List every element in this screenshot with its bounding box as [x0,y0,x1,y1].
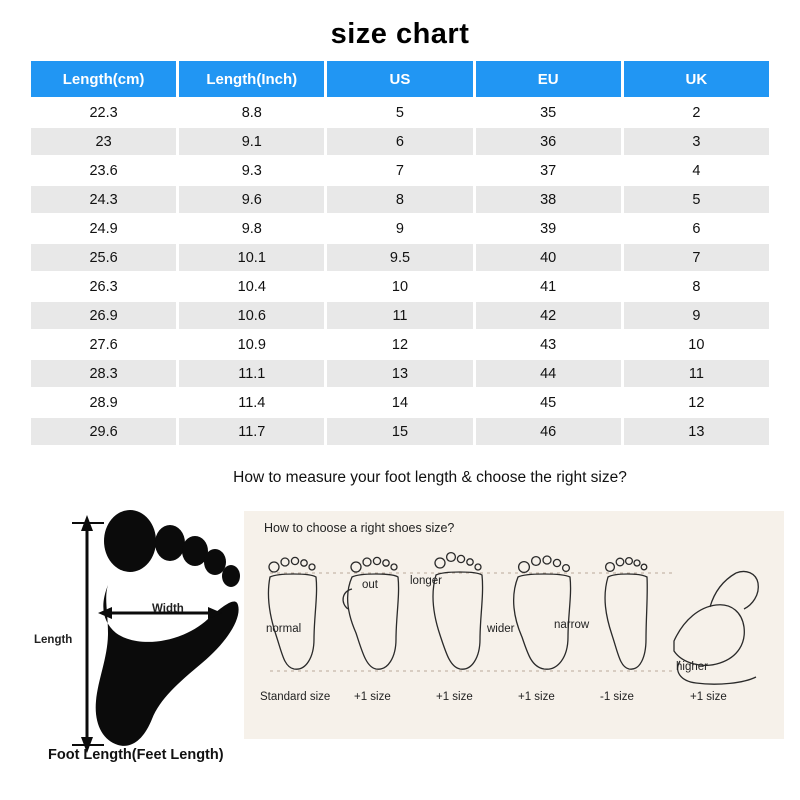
cell-us: 14 [327,389,472,416]
cell-length-cm: 23.6 [31,157,176,184]
cell-length-inch: 10.1 [179,244,324,271]
cell-length-cm: 27.6 [31,331,176,358]
cell-uk: 11 [624,360,769,387]
cell-uk: 2 [624,99,769,126]
column-header-length-inch: Length(Inch) [179,61,324,97]
cell-eu: 39 [476,215,621,242]
column-header-length-cm: Length(cm) [31,61,176,97]
table-row [31,215,769,242]
foot-shape-label-wider: wider [487,623,515,635]
cell-uk: 4 [624,157,769,184]
measure-body [0,493,800,765]
foot-size-label-minus1: -1 size [600,691,634,703]
cell-uk: 6 [624,215,769,242]
foot-shape-label-out: out [362,579,378,591]
cell-uk: 12 [624,389,769,416]
cell-length-cm: 25.6 [31,244,176,271]
foot-size-label-plus1-a: +1 size [354,691,391,703]
cell-length-inch: 10.9 [179,331,324,358]
column-header-eu: EU [476,61,621,97]
table-row [31,389,769,416]
size-table-head [31,61,769,97]
cell-length-cm: 26.9 [31,302,176,329]
foot-diagram-svg [12,493,244,765]
cell-us: 10 [327,273,472,300]
size-table-container [0,59,800,447]
cell-length-cm: 28.3 [31,360,176,387]
column-header-us: US [327,61,472,97]
cell-length-cm: 29.6 [31,418,176,445]
measure-section [0,469,800,799]
cell-length-inch: 10.4 [179,273,324,300]
cell-length-cm: 28.9 [31,389,176,416]
cell-us: 9 [327,215,472,242]
cell-eu: 40 [476,244,621,271]
cell-eu: 43 [476,331,621,358]
measure-heading: How to measure your foot length & choose the right size? [233,469,627,486]
cell-eu: 42 [476,302,621,329]
table-row [31,360,769,387]
foot-width-label: Width [152,603,184,615]
foot-shape-label-narrow: narrow [554,619,590,631]
cell-eu: 35 [476,99,621,126]
cell-uk: 13 [624,418,769,445]
foot-size-label-plus1-c: +1 size [518,691,555,703]
table-header-row [31,61,769,97]
cell-length-cm: 24.3 [31,186,176,213]
table-row [31,99,769,126]
foot-size-label-standard: Standard size [260,691,331,703]
cell-eu: 45 [476,389,621,416]
cell-uk: 9 [624,302,769,329]
cell-us: 7 [327,157,472,184]
foot-shape-label-higher: higher [676,661,708,673]
cell-length-inch: 9.6 [179,186,324,213]
table-row [31,244,769,271]
table-row [31,186,769,213]
cell-length-inch: 9.3 [179,157,324,184]
foot-length-label: Length [34,634,73,646]
cell-eu: 41 [476,273,621,300]
foot-length-caption: Foot Length(Feet Length) [48,747,224,763]
size-table-body [31,99,769,445]
cell-length-inch: 8.8 [179,99,324,126]
foot-shape-label-normal: normal [266,623,302,635]
cell-eu: 44 [476,360,621,387]
cell-length-cm: 22.3 [31,99,176,126]
cell-uk: 8 [624,273,769,300]
cell-us: 15 [327,418,472,445]
table-row [31,331,769,358]
cell-length-inch: 11.1 [179,360,324,387]
cell-length-cm: 26.3 [31,273,176,300]
shoe-panel-heading: How to choose a right shoes size? [264,521,455,535]
cell-us: 5 [327,99,472,126]
foot-size-label-plus1-d: +1 size [690,691,727,703]
cell-eu: 46 [476,418,621,445]
cell-uk: 10 [624,331,769,358]
foot-diagram [12,493,244,765]
page-title: size chart [330,18,470,50]
cell-us: 6 [327,128,472,155]
table-row [31,302,769,329]
cell-uk: 7 [624,244,769,271]
cell-length-inch: 10.6 [179,302,324,329]
cell-us: 11 [327,302,472,329]
table-row [31,273,769,300]
cell-length-inch: 9.1 [179,128,324,155]
cell-eu: 36 [476,128,621,155]
column-header-uk: UK [624,61,769,97]
cell-length-cm: 24.9 [31,215,176,242]
cell-us: 12 [327,331,472,358]
cell-uk: 3 [624,128,769,155]
size-table [28,59,772,447]
foot-shape-label-longer: longer [410,575,442,587]
cell-length-inch: 9.8 [179,215,324,242]
cell-eu: 37 [476,157,621,184]
cell-length-cm: 23 [31,128,176,155]
cell-us: 9.5 [327,244,472,271]
cell-us: 8 [327,186,472,213]
cell-eu: 38 [476,186,621,213]
cell-length-inch: 11.4 [179,389,324,416]
shoe-size-panel [244,511,784,739]
table-row [31,418,769,445]
cell-uk: 5 [624,186,769,213]
foot-size-label-plus1-b: +1 size [436,691,473,703]
table-row [31,128,769,155]
table-row [31,157,769,184]
cell-us: 13 [327,360,472,387]
cell-length-inch: 11.7 [179,418,324,445]
